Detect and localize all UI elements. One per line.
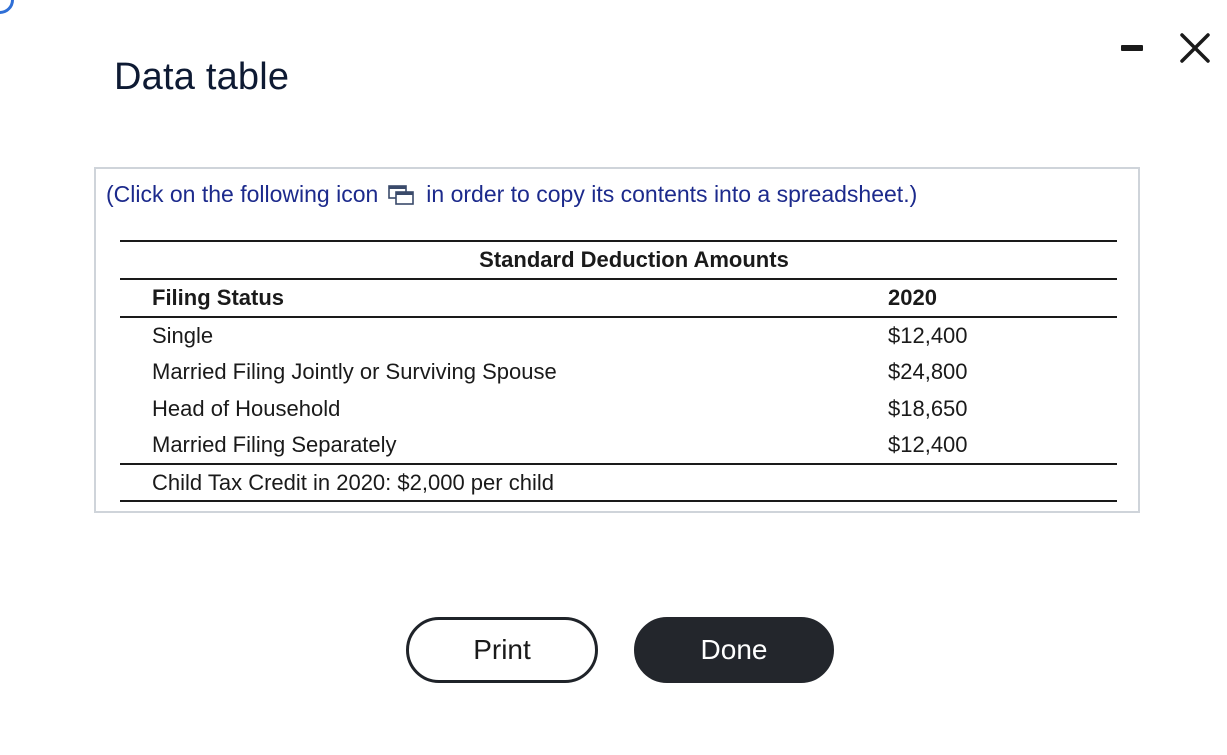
minimize-icon[interactable]	[1121, 30, 1143, 66]
table-row-amount: $12,400	[888, 432, 968, 457]
column-header-year: 2020	[888, 285, 937, 310]
table-row-amount: $18,650	[888, 396, 968, 421]
header-rule	[120, 316, 1117, 318]
done-button[interactable]: Done	[634, 617, 834, 683]
caption-rule	[120, 278, 1117, 280]
instruction-text-after: in order to copy its contents into a spreadsheet.)	[426, 181, 918, 207]
spreadsheet-copy-icon[interactable]	[388, 185, 414, 205]
table-row-label: Married Filing Separately	[152, 432, 397, 457]
copy-instruction	[106, 181, 917, 208]
body-bottom-rule	[120, 463, 1117, 465]
print-button[interactable]: Print	[406, 617, 598, 683]
window-controls	[1121, 30, 1213, 66]
data-table-panel	[94, 167, 1140, 513]
dialog-title: Data table	[114, 56, 290, 98]
table-bottom-rule	[120, 500, 1117, 502]
table-row-label: Married Filing Jointly or Surviving Spouse	[152, 359, 557, 384]
corner-decoration	[0, 0, 20, 20]
instruction-text-before: (Click on the following icon	[106, 181, 379, 207]
table-row-amount: $24,800	[888, 359, 968, 384]
table-row-amount: $12,400	[888, 323, 968, 348]
column-header-filing-status: Filing Status	[152, 285, 284, 310]
table-row-label: Single	[152, 323, 214, 348]
table-top-rule	[120, 240, 1117, 242]
table-row-label: Head of Household	[152, 396, 341, 421]
table-footnote: Child Tax Credit in 2020: $2,000 per child	[152, 470, 554, 495]
table-caption: Standard Deduction Amounts	[479, 247, 789, 272]
close-icon[interactable]	[1177, 30, 1213, 66]
